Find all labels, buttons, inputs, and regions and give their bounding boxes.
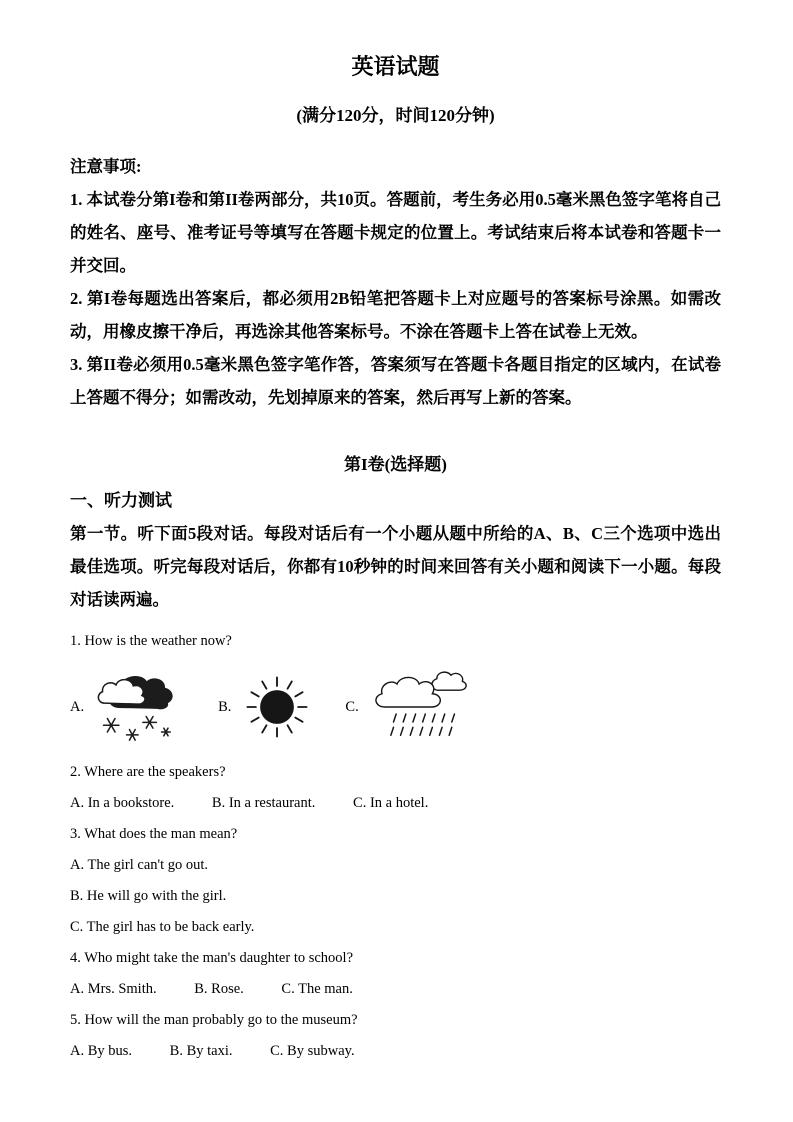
question-4 bbox=[70, 943, 721, 1005]
page-title: 英语试题 bbox=[351, 54, 440, 79]
option-a: A. The girl can't go out. bbox=[70, 857, 209, 873]
question-list bbox=[70, 626, 721, 1067]
exam-subtitle: (满分120分，时间120分钟) bbox=[296, 106, 495, 125]
option-c: C. In a hotel. bbox=[353, 795, 429, 811]
option-b-label: B. bbox=[218, 698, 232, 715]
rainy-cloud-icon bbox=[367, 667, 473, 747]
option-a: A. Mrs. Smith. bbox=[70, 981, 157, 997]
question-5-options bbox=[70, 1036, 721, 1067]
option-b: B. In a restaurant. bbox=[211, 795, 316, 811]
notice-item-1: 1. 本试卷分第I卷和第II卷两部分，共10页。答题前，考生务必用0.5毫米黑色签字笔将自己的姓名、座号、准考证号等填写在答题卡规定的位置上。考试结束后将本试卷和答题卡一并交回。 bbox=[70, 190, 721, 275]
question-5-text: 5. How will the man probably go to the museum? bbox=[70, 1012, 358, 1028]
notice-item-2: 2. 第I卷每题选出答案后，都必须用2B铅笔把答题卡上对应题号的答案标号涂黑。如需改动，用橡皮擦干净后，再选涂其他答案标号。不涂在答题卡上答在试卷上无效。 bbox=[70, 289, 721, 341]
question-3-text: 3. What does the man mean? bbox=[70, 826, 238, 842]
question-4-text: 4. Who might take the man's daughter to school? bbox=[70, 950, 354, 966]
question-1-text: 1. How is the weather now? bbox=[70, 633, 232, 649]
option-b: B. By taxi. bbox=[169, 1043, 233, 1059]
snowy-cloud-icon bbox=[92, 668, 188, 746]
question-1-options bbox=[70, 661, 721, 753]
option-b: B. He will go with the girl. bbox=[70, 888, 227, 904]
question-2 bbox=[70, 757, 721, 819]
question-1 bbox=[70, 626, 721, 753]
question-3 bbox=[70, 819, 721, 943]
question-5 bbox=[70, 1005, 721, 1067]
part-1-heading: 一、听力测试 bbox=[70, 491, 172, 510]
option-a-label: A. bbox=[70, 698, 85, 715]
part-1-instructions: 第一节。听下面5段对话。每段对话后有一个小题从题中所给的A、B、C三个选项中选出最佳选项。听完每段对话后，你都有10秒钟的时间来回答有关小题和阅读下一小题。每段对话读两遍。 bbox=[70, 524, 721, 609]
option-c: C. The girl has to be back early. bbox=[70, 919, 255, 935]
option-b: B. Rose. bbox=[194, 981, 244, 997]
section-1-title: 第I卷(选择题) bbox=[344, 455, 447, 474]
question-4-options bbox=[70, 974, 721, 1005]
question-2-text: 2. Where are the speakers? bbox=[70, 764, 226, 780]
question-1-option-b bbox=[218, 668, 315, 746]
notice-heading: 注意事项: bbox=[70, 157, 142, 176]
option-a: A. By bus. bbox=[70, 1043, 133, 1059]
question-1-option-a bbox=[70, 668, 188, 746]
question-1-option-c bbox=[345, 667, 472, 747]
sun-icon bbox=[239, 668, 315, 746]
notice-item-3: 3. 第II卷必须用0.5毫米黑色签字笔作答，答案须写在答题卡各题目指定的区域内，在试卷上答题不得分；如需改动，先划掉原来的答案，然后再写上新的答案。 bbox=[70, 355, 721, 407]
option-c-label: C. bbox=[345, 698, 359, 715]
question-2-options bbox=[70, 788, 721, 819]
option-c: C. By subway. bbox=[270, 1043, 355, 1059]
option-c: C. The man. bbox=[281, 981, 353, 997]
option-a: A. In a bookstore. bbox=[70, 795, 175, 811]
